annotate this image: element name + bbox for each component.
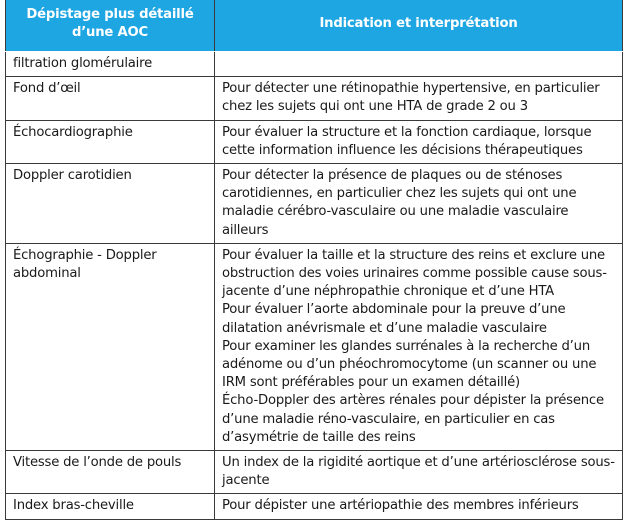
indication-cell [215, 52, 623, 77]
header-col-indication: Indication et interprétation [215, 0, 623, 52]
table-body [6, 120, 623, 519]
indication-text: Pour examiner les glandes surrénales à la recherche d’un adénome ou d’un phéochromocytome (un scanner ou une IRM sont préférables pour un examen détaillé) [222, 338, 597, 391]
exam-cell: Échographie - Doppler abdominal [6, 243, 215, 450]
indication-text: Écho-Doppler des artères rénales pour dépister la présence d’une maladie réno-vasculaire, en particulier en cas d’asymétrie de taille des reins [222, 393, 604, 445]
exam-cell: Fond d’œil [6, 77, 215, 120]
indication-text [222, 55, 616, 73]
indication-text: Pour évaluer la taille et la structure des reins et exclure une obstruction des voies urinaires comme possible cause sous-jacente d’une néphropathie chronique et d’une HTA [222, 247, 607, 300]
table-header [6, 0, 623, 52]
indication-text: Un index de la rigidité aortique et d’une artériosclérose sous-jacente [222, 455, 615, 489]
header-col-exam: Dépistage plus détaillé d’une AOC [6, 0, 215, 52]
aoc-screening-table [5, 0, 623, 520]
table-row [6, 52, 623, 77]
table-row [6, 243, 623, 450]
exam-cell: Doppler carotidien [6, 164, 215, 244]
exam-cell: Échocardiographie [6, 120, 215, 163]
table-top-rows [6, 52, 623, 121]
indication-cell [215, 77, 623, 120]
table-row [6, 164, 623, 244]
header-row [6, 0, 623, 52]
indication-text: Pour évaluer la structure et la fonction cardiaque, lorsque cette information influence les décisions thérapeutiques [222, 124, 592, 158]
indication-text: Pour dépister une artériopathie des membres inférieurs [222, 498, 579, 514]
indication-cell [215, 164, 623, 244]
indication-cell [215, 451, 623, 494]
indication-text: Pour détecter une rétinopathie hypertensive, en particulier chez les sujets qui ont une HTA de grade 2 ou 3 [222, 81, 600, 115]
indication-cell [215, 494, 623, 519]
table-row [6, 120, 623, 163]
table-row [6, 77, 623, 120]
indication-cell [215, 243, 623, 450]
table-row [6, 494, 623, 519]
table-row [6, 451, 623, 494]
indication-cell [215, 120, 623, 163]
exam-cell: Index bras-cheville [6, 494, 215, 519]
indication-text: Pour évaluer l’aorte abdominale pour la preuve d’une dilatation anévrismale et d’une maladie vasculaire [222, 302, 566, 336]
exam-cell: Vitesse de l’onde de pouls [6, 451, 215, 494]
indication-text: Pour détecter la présence de plaques ou de sténoses carotidiennes, en particulier chez les sujets qui ont une maladie cérébro-vasculaire ou une maladie vasculaire ailleurs [222, 168, 577, 238]
exam-cell: filtration glomérulaire [6, 52, 215, 77]
